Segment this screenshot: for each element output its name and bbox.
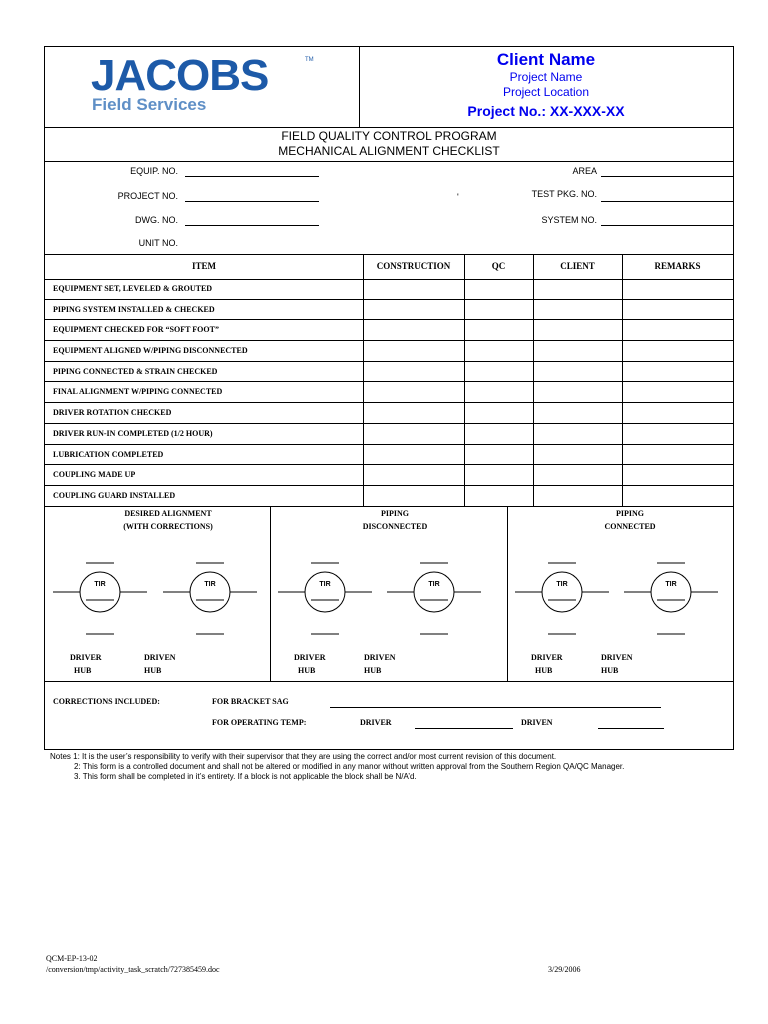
remarks-cell[interactable] <box>623 341 733 361</box>
section-title-line: DESIRED ALIGNMENT <box>124 509 212 518</box>
table-row <box>45 300 733 321</box>
qc-cell[interactable] <box>465 300 533 320</box>
remarks-cell[interactable] <box>623 403 733 423</box>
equip-no-field[interactable] <box>185 176 319 177</box>
table-row <box>45 403 733 424</box>
tir-label: TIR <box>428 581 440 588</box>
notes-section <box>50 752 624 782</box>
client-cell[interactable] <box>534 362 622 382</box>
logo-trademark: TM <box>305 57 314 63</box>
test-pkg-field[interactable] <box>601 201 733 202</box>
bracket-sag-field[interactable] <box>330 707 661 708</box>
qc-cell[interactable] <box>465 382 533 402</box>
column-header-item: ITEM <box>191 261 216 271</box>
unit-no-label: UNIT NO. <box>138 238 178 248</box>
client-cell[interactable] <box>534 445 622 465</box>
item-label: LUBRICATION COMPLETED <box>53 449 164 459</box>
tir-dial-diagram <box>53 563 147 634</box>
dwg-no-field[interactable] <box>185 225 319 226</box>
driver-temp-field[interactable] <box>415 728 513 729</box>
client-cell[interactable] <box>534 382 622 402</box>
client-cell[interactable] <box>534 279 622 299</box>
logo-cell <box>45 47 360 127</box>
client-name: Client Name <box>496 50 596 69</box>
note-3: 3. This form shall be completed in it’s entirety. If a block is not applicable the block shall be N/A’d. <box>74 772 417 781</box>
test-pkg-label: TEST PKG. NO. <box>531 189 597 199</box>
item-label: COUPLING GUARD INSTALLED <box>53 490 176 500</box>
remarks-cell[interactable] <box>623 279 733 299</box>
table-row <box>45 465 733 486</box>
construction-cell[interactable] <box>364 341 464 361</box>
info-fields <box>45 162 733 255</box>
tir-dial-diagram <box>163 563 257 634</box>
table-row <box>45 445 733 466</box>
qc-cell[interactable] <box>465 320 533 340</box>
construction-cell[interactable] <box>364 320 464 340</box>
driven-hub-label: DRIVEN HUB <box>144 653 176 675</box>
stray-mark: ' <box>457 192 459 202</box>
remarks-cell[interactable] <box>623 424 733 444</box>
logo-subtitle: Field Services <box>92 95 207 114</box>
tir-label: TIR <box>556 581 568 588</box>
column-header-client: CLIENT <box>560 261 595 271</box>
column-divider <box>363 254 364 279</box>
tir-label: TIR <box>665 581 677 588</box>
column-divider <box>533 254 534 279</box>
item-label: EQUIPMENT SET, LEVELED & GROUTED <box>53 284 213 293</box>
remarks-cell[interactable] <box>623 465 733 485</box>
qc-cell[interactable] <box>465 341 533 361</box>
checklist-table <box>45 279 733 507</box>
area-field[interactable] <box>601 176 733 177</box>
project-number: Project No.: XX-XXX-XX <box>467 103 625 119</box>
item-label: EQUIPMENT CHECKED FOR “SOFT FOOT” <box>53 325 219 335</box>
form-title <box>45 127 733 162</box>
tir-dial-diagram <box>278 563 372 634</box>
construction-cell[interactable] <box>364 300 464 320</box>
equip-no-label: EQUIP. NO. <box>130 166 178 176</box>
construction-cell[interactable] <box>364 486 464 506</box>
column-divider <box>464 254 465 279</box>
bracket-sag-label: FOR BRACKET SAG <box>212 697 289 706</box>
note-2: 2: This form is a controlled document and shall not be altered or modified in any manor without written approval from the Southern Region QA/QC Manager. <box>74 762 625 771</box>
table-row <box>45 424 733 445</box>
construction-cell[interactable] <box>364 382 464 402</box>
remarks-cell[interactable] <box>623 362 733 382</box>
qc-cell[interactable] <box>465 403 533 423</box>
column-header-remarks: REMARKS <box>654 261 701 271</box>
client-cell[interactable] <box>534 403 622 423</box>
project-location: Project Location <box>502 85 590 99</box>
tir-dial-diagram <box>624 563 718 634</box>
title-line-1: FIELD QUALITY CONTROL PROGRAM <box>281 129 497 143</box>
qc-cell[interactable] <box>465 465 533 485</box>
column-header-construction: CONSTRUCTION <box>376 261 451 271</box>
driver-hub-label: DRIVER HUB <box>531 653 563 675</box>
construction-cell[interactable] <box>364 424 464 444</box>
tir-dial-diagram <box>515 563 609 634</box>
table-header <box>45 254 733 280</box>
item-label: DRIVER ROTATION CHECKED <box>53 408 172 418</box>
client-cell[interactable] <box>534 341 622 361</box>
table-row <box>45 279 733 300</box>
form-header <box>45 47 733 128</box>
driven-label: DRIVEN <box>521 718 553 727</box>
system-no-label: SYSTEM NO. <box>541 215 597 225</box>
section-title-line: DISCONNECTED <box>362 522 428 531</box>
note-1: Notes 1: It is the user’s responsibility to verify with their supervisor that they are using the correct and/or most current revision of this document. <box>50 752 557 761</box>
driver-hub-label: DRIVER HUB <box>70 653 102 675</box>
corrections-label: CORRECTIONS INCLUDED: <box>53 697 160 706</box>
qc-cell[interactable] <box>465 362 533 382</box>
table-row <box>45 382 733 403</box>
title-line-2: MECHANICAL ALIGNMENT CHECKLIST <box>278 144 500 158</box>
tir-label: TIR <box>94 581 106 588</box>
footer-form-id: QCM-EP-13-02 <box>46 954 98 963</box>
footer-path: /conversion/tmp/activity_task_scratch/727385459.doc <box>46 965 220 974</box>
item-label: PIPING CONNECTED & STRAIN CHECKED <box>53 366 218 376</box>
construction-cell[interactable] <box>364 362 464 382</box>
driven-hub-label: DRIVEN HUB <box>364 653 396 675</box>
item-label: COUPLING MADE UP <box>53 470 136 480</box>
table-row <box>45 320 733 341</box>
item-label: FINAL ALIGNMENT W/PIPING CONNECTED <box>53 387 223 397</box>
table-row <box>45 362 733 383</box>
construction-cell[interactable] <box>364 445 464 465</box>
remarks-cell[interactable] <box>623 320 733 340</box>
column-header-qc: QC <box>491 261 506 271</box>
area-label: AREA <box>572 166 597 176</box>
construction-cell[interactable] <box>364 403 464 423</box>
tir-label: TIR <box>204 581 216 588</box>
qc-cell[interactable] <box>465 445 533 465</box>
table-row <box>45 341 733 362</box>
client-cell[interactable] <box>534 300 622 320</box>
corrections-section <box>45 681 733 749</box>
project-no-label: PROJECT NO. <box>117 191 178 201</box>
client-cell[interactable] <box>534 320 622 340</box>
section-title-line: PIPING <box>381 509 409 518</box>
section-title-line: PIPING <box>616 509 644 518</box>
item-label: PIPING SYSTEM INSTALLED & CHECKED <box>53 304 215 314</box>
alignment-diagrams <box>45 507 733 682</box>
construction-cell[interactable] <box>364 465 464 485</box>
client-block <box>359 47 733 127</box>
driver-hub-label: DRIVER HUB <box>294 653 326 675</box>
operating-temp-label: FOR OPERATING TEMP: <box>212 718 307 727</box>
section-title-line: CONNECTED <box>604 522 656 531</box>
project-no-field[interactable] <box>185 201 319 202</box>
driven-temp-field[interactable] <box>598 728 664 729</box>
checklist-form <box>44 46 734 750</box>
qc-cell[interactable] <box>465 424 533 444</box>
construction-cell[interactable] <box>364 279 464 299</box>
remarks-cell[interactable] <box>623 445 733 465</box>
driver-label: DRIVER <box>360 718 392 727</box>
company-logo: JACOBS <box>91 51 269 100</box>
project-name: Project Name <box>509 70 583 84</box>
tir-dial-diagram <box>387 563 481 634</box>
remarks-cell[interactable] <box>623 300 733 320</box>
item-label: DRIVER RUN-IN COMPLETED (1/2 HOUR) <box>53 428 213 438</box>
item-label: EQUIPMENT ALIGNED W/PIPING DISCONNECTED <box>53 346 248 356</box>
client-cell[interactable] <box>534 424 622 444</box>
section-title-line: (WITH CORRECTIONS) <box>123 522 213 531</box>
footer-date: 3/29/2006 <box>548 965 581 974</box>
remarks-cell[interactable] <box>623 382 733 402</box>
dwg-no-label: DWG. NO. <box>135 215 178 225</box>
table-row <box>45 486 733 507</box>
system-no-field[interactable] <box>601 225 733 226</box>
remarks-cell[interactable] <box>623 486 733 506</box>
tir-label: TIR <box>319 581 331 588</box>
client-cell[interactable] <box>534 465 622 485</box>
driven-hub-label: DRIVEN HUB <box>601 653 633 675</box>
column-divider <box>622 254 623 279</box>
qc-cell[interactable] <box>465 279 533 299</box>
client-cell[interactable] <box>534 486 622 506</box>
qc-cell[interactable] <box>465 486 533 506</box>
